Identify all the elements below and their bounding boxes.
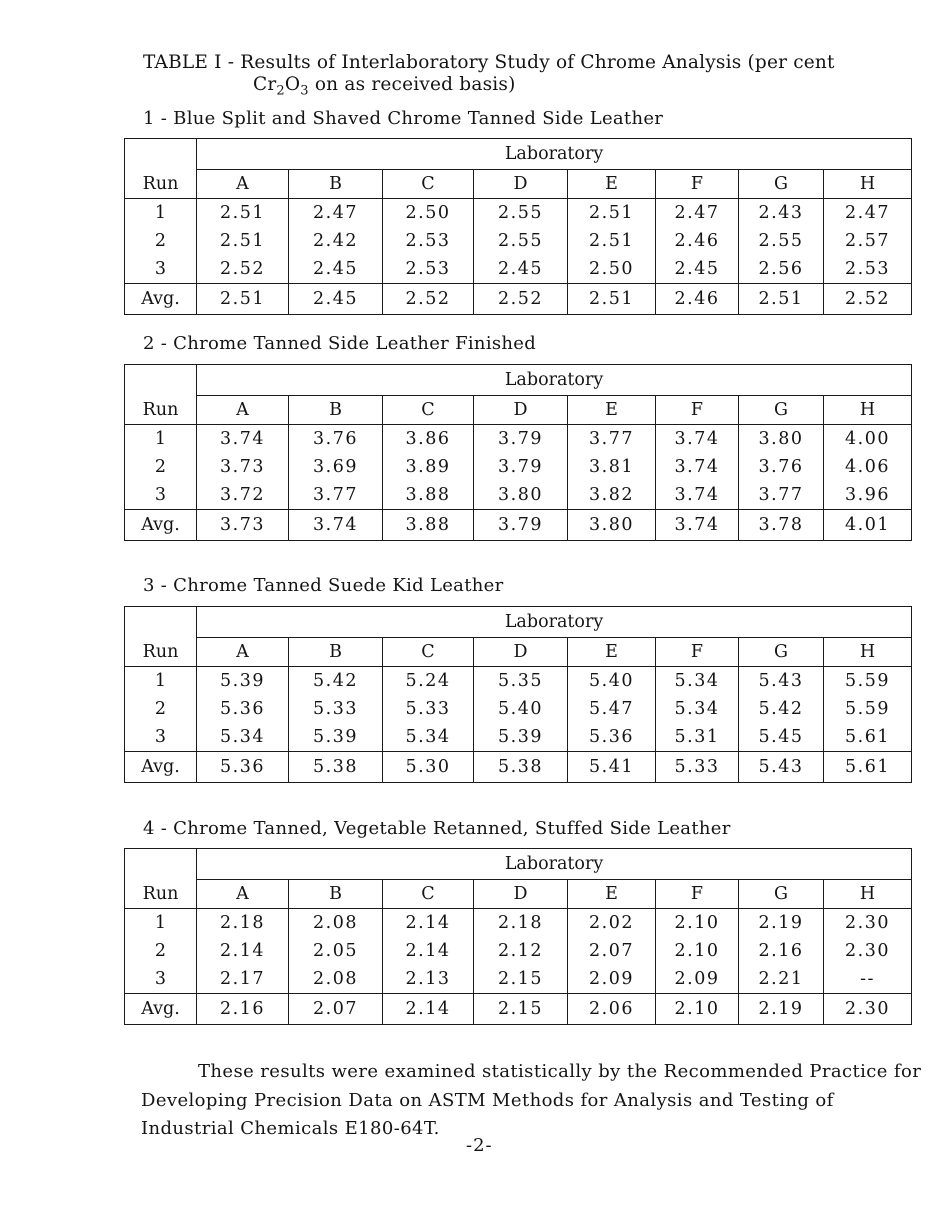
value-cell: 2.55 [739,227,824,255]
table-row [125,909,912,938]
value-cell: 2.52 [824,284,912,315]
lab-column-header: B [289,880,383,909]
value-cell: 3.78 [739,510,824,541]
value-cell: 2.47 [824,199,912,228]
run-label: 2 [125,453,197,481]
value-cell: 2.53 [383,255,474,284]
value-cell: 5.34 [656,695,739,723]
average-row [125,994,912,1025]
value-cell: 2.10 [656,909,739,938]
value-cell: 5.43 [739,752,824,783]
value-cell: 2.57 [824,227,912,255]
value-cell: 2.51 [197,199,289,228]
lab-column-header: E [568,880,656,909]
value-cell: 2.47 [656,199,739,228]
value-cell: 3.69 [289,453,383,481]
value-cell: 5.36 [197,752,289,783]
table-row [125,453,912,481]
lab-column-header: E [568,638,656,667]
results-table [124,364,912,541]
value-cell: 5.34 [197,723,289,752]
value-cell: 3.79 [474,425,568,454]
value-cell: 3.88 [383,481,474,510]
lab-column-header: H [824,396,912,425]
lab-column-header: D [474,396,568,425]
value-cell: 2.14 [383,994,474,1025]
lab-column-header: C [383,170,474,199]
value-cell: 2.51 [568,199,656,228]
value-cell: 5.61 [824,723,912,752]
formula-sub-3: 3 [300,83,309,99]
value-cell: 2.10 [656,994,739,1025]
value-cell: 2.56 [739,255,824,284]
closing-paragraph-text: These results were examined statistically by the Recommended Practice for Developing Precision Data on ASTM Methods for Analysis and Testing of Industrial Chemicals E180-64T. [141,1061,922,1139]
lab-column-header: E [568,396,656,425]
corner-cell [125,139,197,170]
value-cell: 5.40 [474,695,568,723]
results-table [124,606,912,783]
value-cell: 5.41 [568,752,656,783]
page-number: -2- [466,1135,493,1156]
value-cell: 5.39 [289,723,383,752]
run-label: 2 [125,227,197,255]
title-line-2 [143,74,835,103]
value-cell: 4.06 [824,453,912,481]
section-heading: 4 - Chrome Tanned, Vegetable Retanned, Stuffed Side Leather [143,818,731,839]
value-cell: 3.74 [656,453,739,481]
value-cell: 5.30 [383,752,474,783]
value-cell: 2.52 [474,284,568,315]
corner-cell [125,365,197,396]
title-line-2-rest: on as received basis) [308,74,516,95]
value-cell: 4.00 [824,425,912,454]
value-cell: 2.50 [568,255,656,284]
value-cell: 2.51 [739,284,824,315]
value-cell: 3.80 [474,481,568,510]
value-cell: 2.55 [474,199,568,228]
value-cell: 2.52 [383,284,474,315]
run-label: Avg. [125,510,197,541]
table-row [125,695,912,723]
table-row [125,723,912,752]
average-row [125,752,912,783]
lab-column-header: A [197,396,289,425]
value-cell: 5.45 [739,723,824,752]
run-label: 1 [125,909,197,938]
value-cell: 2.14 [383,937,474,965]
formula-cr: Cr [253,74,277,95]
run-label: 3 [125,723,197,752]
lab-column-header: G [739,638,824,667]
lab-column-header: G [739,396,824,425]
value-cell: 2.06 [568,994,656,1025]
value-cell: 2.42 [289,227,383,255]
value-cell: 3.74 [656,481,739,510]
laboratory-header: Laboratory [197,849,912,880]
value-cell: 5.38 [289,752,383,783]
value-cell: 2.45 [474,255,568,284]
value-cell: 2.14 [383,909,474,938]
lab-column-header: H [824,638,912,667]
value-cell: 2.15 [474,965,568,994]
value-cell: 5.35 [474,667,568,696]
value-cell: 3.80 [739,425,824,454]
value-cell: 5.36 [568,723,656,752]
lab-column-header: F [656,170,739,199]
lab-column-header: B [289,170,383,199]
value-cell: 2.45 [289,284,383,315]
corner-cell [125,849,197,880]
value-cell: 3.88 [383,510,474,541]
lab-column-header: H [824,170,912,199]
value-cell: 5.34 [383,723,474,752]
value-cell: 2.53 [824,255,912,284]
value-cell: 2.08 [289,965,383,994]
value-cell: 3.74 [289,510,383,541]
value-cell: 5.33 [383,695,474,723]
value-cell: 2.30 [824,994,912,1025]
lab-column-header: H [824,880,912,909]
run-label: 1 [125,199,197,228]
value-cell: 5.39 [474,723,568,752]
run-label: Avg. [125,284,197,315]
value-cell: 2.50 [383,199,474,228]
lab-column-header: B [289,638,383,667]
value-cell: 3.86 [383,425,474,454]
value-cell: 2.51 [568,284,656,315]
lab-column-header: F [656,396,739,425]
value-cell: 2.46 [656,227,739,255]
value-cell: 2.14 [197,937,289,965]
formula-sub-2: 2 [276,83,285,99]
value-cell: 5.47 [568,695,656,723]
value-cell: -- [824,965,912,994]
lab-column-header: C [383,638,474,667]
lab-column-header: D [474,170,568,199]
lab-column-header: A [197,638,289,667]
value-cell: 2.15 [474,994,568,1025]
value-cell: 2.12 [474,937,568,965]
value-cell: 3.77 [568,425,656,454]
lab-column-header: F [656,880,739,909]
section-heading: 2 - Chrome Tanned Side Leather Finished [143,333,537,354]
average-row [125,284,912,315]
value-cell: 2.21 [739,965,824,994]
corner-cell [125,607,197,638]
run-label: Avg. [125,752,197,783]
value-cell: 3.89 [383,453,474,481]
run-header: Run [125,396,197,425]
run-label: 1 [125,667,197,696]
value-cell: 5.42 [289,667,383,696]
value-cell: 5.31 [656,723,739,752]
value-cell: 2.51 [197,284,289,315]
value-cell: 5.59 [824,667,912,696]
section-heading: 1 - Blue Split and Shaved Chrome Tanned Side Leather [143,108,664,129]
table-row [125,255,912,284]
value-cell: 2.02 [568,909,656,938]
value-cell: 2.47 [289,199,383,228]
lab-column-header: A [197,880,289,909]
formula-o: O [284,74,301,95]
table-row [125,425,912,454]
table-row [125,965,912,994]
value-cell: 2.30 [824,937,912,965]
value-cell: 5.43 [739,667,824,696]
lab-column-header: A [197,170,289,199]
lab-column-header: D [474,880,568,909]
value-cell: 2.19 [739,909,824,938]
value-cell: 2.09 [568,965,656,994]
value-cell: 5.59 [824,695,912,723]
value-cell: 3.74 [197,425,289,454]
value-cell: 3.76 [739,453,824,481]
value-cell: 5.24 [383,667,474,696]
value-cell: 3.77 [289,481,383,510]
value-cell: 2.16 [739,937,824,965]
lab-column-header: C [383,880,474,909]
section-heading: 3 - Chrome Tanned Suede Kid Leather [143,575,504,596]
value-cell: 3.81 [568,453,656,481]
value-cell: 2.55 [474,227,568,255]
value-cell: 3.73 [197,453,289,481]
run-header: Run [125,170,197,199]
value-cell: 2.18 [197,909,289,938]
run-label: 3 [125,255,197,284]
value-cell: 2.07 [568,937,656,965]
title-line-1: TABLE I - Results of Interlaboratory Study of Chrome Analysis (per cent [143,52,835,73]
value-cell: 2.43 [739,199,824,228]
value-cell: 5.33 [289,695,383,723]
table-title [143,52,835,103]
lab-column-header: G [739,880,824,909]
value-cell: 5.34 [656,667,739,696]
value-cell: 2.51 [197,227,289,255]
value-cell: 5.40 [568,667,656,696]
value-cell: 2.46 [656,284,739,315]
value-cell: 3.79 [474,453,568,481]
run-label: 2 [125,695,197,723]
value-cell: 5.39 [197,667,289,696]
value-cell: 3.79 [474,510,568,541]
value-cell: 2.16 [197,994,289,1025]
value-cell: 2.52 [197,255,289,284]
value-cell: 5.42 [739,695,824,723]
table-row [125,199,912,228]
value-cell: 2.53 [383,227,474,255]
value-cell: 2.13 [383,965,474,994]
run-label: 3 [125,965,197,994]
laboratory-header: Laboratory [197,607,912,638]
value-cell: 3.74 [656,510,739,541]
value-cell: 2.18 [474,909,568,938]
value-cell: 2.45 [656,255,739,284]
laboratory-header: Laboratory [197,365,912,396]
results-table [124,138,912,315]
value-cell: 2.07 [289,994,383,1025]
lab-column-header: B [289,396,383,425]
value-cell: 2.10 [656,937,739,965]
average-row [125,510,912,541]
run-header: Run [125,638,197,667]
value-cell: 3.77 [739,481,824,510]
value-cell: 5.36 [197,695,289,723]
value-cell: 3.73 [197,510,289,541]
run-label: 3 [125,481,197,510]
value-cell: 3.74 [656,425,739,454]
lab-column-header: F [656,638,739,667]
value-cell: 2.09 [656,965,739,994]
lab-column-header: G [739,170,824,199]
results-table [124,848,912,1025]
value-cell: 3.76 [289,425,383,454]
run-label: Avg. [125,994,197,1025]
lab-column-header: D [474,638,568,667]
lab-column-header: E [568,170,656,199]
value-cell: 3.82 [568,481,656,510]
value-cell: 3.72 [197,481,289,510]
closing-paragraph [141,1058,931,1144]
table-row [125,481,912,510]
value-cell: 2.51 [568,227,656,255]
value-cell: 2.30 [824,909,912,938]
table-row [125,227,912,255]
lab-column-header: C [383,396,474,425]
value-cell: 2.45 [289,255,383,284]
value-cell: 2.08 [289,909,383,938]
value-cell: 2.17 [197,965,289,994]
value-cell: 5.38 [474,752,568,783]
run-label: 2 [125,937,197,965]
run-label: 1 [125,425,197,454]
laboratory-header: Laboratory [197,139,912,170]
value-cell: 3.80 [568,510,656,541]
value-cell: 4.01 [824,510,912,541]
run-header: Run [125,880,197,909]
value-cell: 2.05 [289,937,383,965]
value-cell: 5.33 [656,752,739,783]
value-cell: 5.61 [824,752,912,783]
value-cell: 3.96 [824,481,912,510]
table-row [125,937,912,965]
value-cell: 2.19 [739,994,824,1025]
table-row [125,667,912,696]
